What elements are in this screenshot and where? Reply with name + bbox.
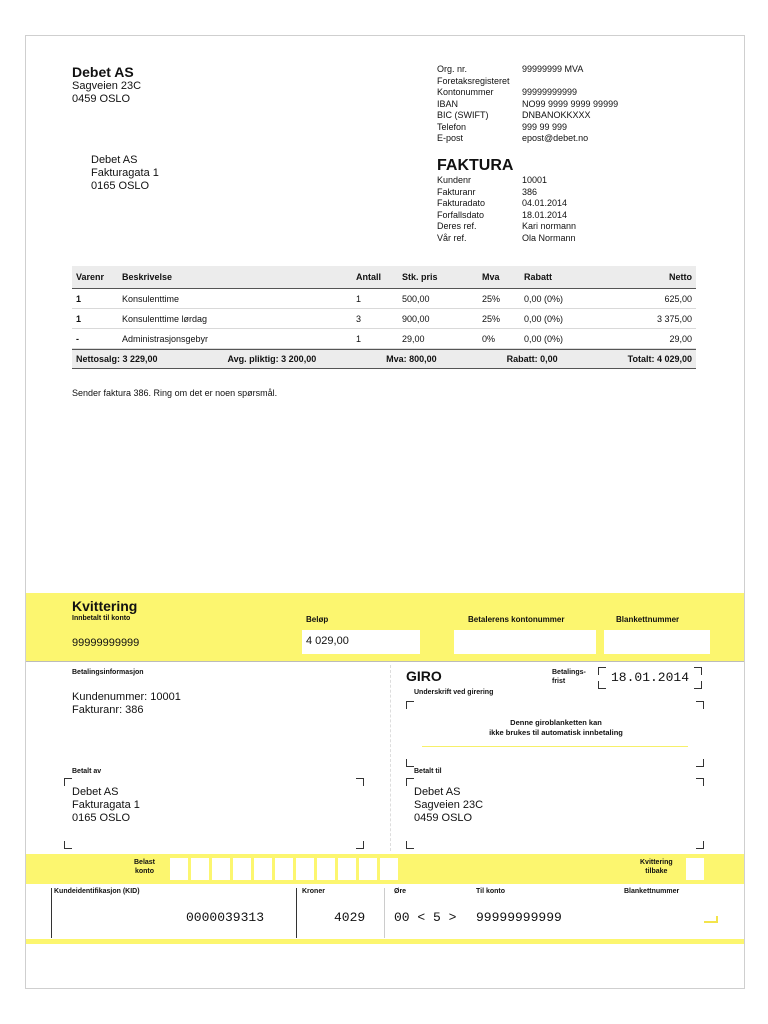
signature-line	[422, 746, 688, 747]
cell: 500,00	[398, 289, 478, 309]
corner-mark	[696, 841, 704, 849]
invoice-block	[437, 156, 576, 244]
items-table	[72, 266, 696, 349]
notice-line2: ikke brukes til automatisk innbetaling	[489, 728, 623, 737]
cell: 1	[352, 329, 398, 349]
ore-value: 00 < 5 >	[394, 910, 457, 925]
blankett-field	[604, 630, 710, 654]
ore-label: Øre	[394, 888, 407, 895]
info-value: 999 99 999	[522, 121, 568, 132]
corner-mark	[696, 759, 704, 767]
invoice-field-label: Deres ref.	[437, 221, 477, 231]
recipient-address1: Fakturagata 1	[91, 167, 159, 179]
cell: 29,00	[606, 329, 696, 349]
giro-main	[26, 661, 744, 853]
betalt-til-3: 0459 OSLO	[414, 812, 473, 824]
info-label: Org. nr.	[437, 64, 468, 74]
kvittering-tilbake-label: Kvittering tilbake	[640, 859, 673, 875]
betalingsinfo-label: Betalingsinformasjon	[72, 669, 144, 676]
table-header-row	[72, 266, 696, 289]
tilkonto-label: Til konto	[476, 888, 506, 895]
col-header: Netto	[606, 266, 696, 289]
tilkonto-value: 99999999999	[476, 910, 562, 925]
blankett-label: Blankettnummer	[616, 615, 680, 624]
recipient-address2: 0165 OSLO	[91, 180, 150, 192]
corner-mark	[356, 778, 364, 786]
betalt-av-1: Debet AS	[72, 786, 119, 798]
betalt-til-address	[414, 786, 483, 825]
recipient-block	[91, 154, 159, 193]
kvittering-tilbake-box	[686, 858, 704, 880]
corner-mark	[406, 759, 414, 767]
belast-label: Belast konto	[134, 859, 156, 875]
info-label: E-post	[437, 133, 464, 143]
belast-band	[26, 854, 744, 884]
belast-boxes	[170, 858, 401, 885]
account-digit-box	[380, 858, 398, 880]
account-digit-box	[359, 858, 377, 880]
corner-mark	[356, 841, 364, 849]
account-digit-box	[254, 858, 272, 880]
ocr-line	[26, 884, 744, 942]
cell: 3 375,00	[606, 309, 696, 329]
corner-mark	[704, 916, 718, 923]
cell: 625,00	[606, 289, 696, 309]
invoice-field-value: Kari normann	[522, 221, 577, 231]
totals-row	[72, 349, 696, 369]
company-info	[437, 64, 618, 145]
kvittering-title: Kvittering	[72, 598, 138, 614]
info-label: Kontonummer	[437, 87, 494, 97]
kroner-value: 4029	[334, 910, 366, 925]
col-header: Varenr	[72, 266, 118, 289]
invoice-field-value: Ola Normann	[522, 232, 576, 243]
cell: 0,00 (0%)	[520, 329, 606, 349]
frist-label: Betalings- frist	[552, 669, 586, 685]
info-label: BIC (SWIFT)	[437, 110, 489, 120]
cell: Konsulenttime lørdag	[118, 309, 352, 329]
total-mva: Mva: 800,00	[386, 354, 437, 364]
account-digit-box	[338, 858, 356, 880]
info-label: Telefon	[437, 121, 467, 132]
giro-middle-divider	[390, 665, 391, 851]
betalt-av-2: Fakturagata 1	[72, 799, 140, 811]
frist-field	[598, 667, 702, 689]
belop-field	[302, 630, 420, 654]
info-value: 99999999 MVA	[522, 64, 584, 74]
corner-mark	[696, 778, 704, 786]
invoice-field-label: Vår ref.	[437, 232, 467, 243]
underskrift-label: Underskrift ved girering	[414, 689, 494, 696]
cell: 0%	[478, 329, 520, 349]
info-value: epost@debet.no	[522, 133, 589, 143]
col-header: Rabatt	[520, 266, 606, 289]
invoice-field-label: Fakturadato	[437, 198, 486, 208]
betalt-til-1: Debet AS	[414, 786, 461, 798]
info-value: NO99 9999 9999 99999	[522, 98, 619, 109]
invoice-message: Sender faktura 386. Ring om det er noen spørsmål.	[72, 388, 278, 398]
corner-mark	[406, 778, 414, 786]
corner-mark	[64, 778, 72, 786]
giro-divider	[26, 661, 744, 662]
invoice-field-value: 04.01.2014	[522, 198, 568, 208]
total-rabatt: Rabatt: 0,00	[506, 354, 558, 364]
cell: 1	[72, 289, 118, 309]
cell: 0,00 (0%)	[520, 289, 606, 309]
betalt-av-label: Betalt av	[72, 768, 102, 775]
kroner-right-border	[384, 888, 385, 938]
total-avg: Avg. pliktig: 3 200,00	[227, 354, 317, 364]
cell: 0,00 (0%)	[520, 309, 606, 329]
info-label: IBAN	[437, 98, 459, 109]
account-digit-box	[275, 858, 293, 880]
betalt-av-3: 0165 OSLO	[72, 812, 131, 824]
betalt-til-2: Sagveien 23C	[414, 799, 484, 811]
belop-value: 4 029,00	[306, 635, 349, 647]
kid-value: 0000039313	[186, 910, 265, 925]
sender-address1: Sagveien 23C	[72, 80, 142, 92]
betalingsinfo-line2: Fakturanr: 386	[72, 704, 144, 716]
col-header: Mva	[478, 266, 520, 289]
giro-title: GIRO	[406, 668, 442, 684]
invoice-field-value: 10001	[522, 175, 548, 185]
betalerens-field	[454, 630, 596, 654]
col-header: Antall	[352, 266, 398, 289]
cell: Administrasjonsgebyr	[118, 329, 352, 349]
cell: 1	[72, 309, 118, 329]
invoice-page	[25, 35, 745, 989]
col-header: Stk. pris	[398, 266, 478, 289]
cell: 3	[352, 309, 398, 329]
kid-left-border	[51, 888, 52, 938]
belop-label: Beløp	[306, 615, 329, 624]
col-header: Beskrivelse	[118, 266, 352, 289]
kroner-label: Kroner	[302, 888, 325, 895]
betalerens-label: Betalerens kontonummer	[468, 615, 565, 624]
invoice-field-label: Fakturanr	[437, 186, 476, 197]
invoice-field-value: 18.01.2014	[522, 209, 568, 220]
sender-address2: 0459 OSLO	[72, 93, 131, 105]
cell: 25%	[478, 309, 520, 329]
sender-name: Debet AS	[72, 64, 134, 80]
account-digit-box	[191, 858, 209, 880]
sender-block	[72, 64, 141, 106]
blankett2-label: Blankettnummer	[624, 888, 680, 895]
frist-value: 18.01.2014	[610, 670, 689, 685]
corner-mark	[696, 701, 704, 709]
corner-mark	[64, 841, 72, 849]
cell: 1	[352, 289, 398, 309]
table-row	[72, 289, 696, 309]
items-table-wrap	[72, 266, 696, 369]
total-netto: Nettosalg: 3 229,00	[76, 354, 158, 364]
giro-notice	[436, 718, 676, 738]
account-digit-box	[212, 858, 230, 880]
betalt-av-address	[72, 786, 140, 825]
invoice-field-value: 386	[522, 186, 538, 197]
kid-right-border	[296, 888, 297, 938]
table-row	[72, 329, 696, 349]
corner-mark	[406, 701, 414, 709]
account-digit-box	[317, 858, 335, 880]
betalt-til-label: Betalt til	[414, 768, 442, 775]
info-value: 99999999999	[522, 87, 578, 97]
innbetalt-value: 99999999999	[72, 637, 140, 649]
cell: -	[72, 329, 118, 349]
invoice-field-label: Forfallsdato	[437, 209, 485, 220]
cell: 900,00	[398, 309, 478, 329]
account-digit-box	[170, 858, 188, 880]
account-digit-box	[296, 858, 314, 880]
cell: 29,00	[398, 329, 478, 349]
info-label: Foretaksregisteret	[437, 75, 510, 86]
cell: Konsulenttime	[118, 289, 352, 309]
kvittering-band	[26, 593, 744, 661]
kid-label: Kundeidentifikasjon (KID)	[54, 888, 140, 895]
total-sum: Totalt: 4 029,00	[627, 354, 692, 364]
invoice-title: FAKTURA	[437, 157, 514, 174]
cell: 25%	[478, 289, 520, 309]
innbetalt-label: Innbetalt til konto	[72, 615, 131, 622]
table-row	[72, 309, 696, 329]
betalingsinfo-line1: Kundenummer: 10001	[72, 691, 181, 703]
corner-mark	[406, 841, 414, 849]
recipient-name: Debet AS	[91, 154, 138, 166]
bottom-yellow-strip	[26, 939, 744, 944]
notice-line1: Denne giroblanketten kan	[510, 718, 602, 727]
info-value: DNBANOKKXXX	[522, 110, 591, 120]
account-digit-box	[233, 858, 251, 880]
invoice-field-label: Kundenr	[437, 175, 472, 185]
